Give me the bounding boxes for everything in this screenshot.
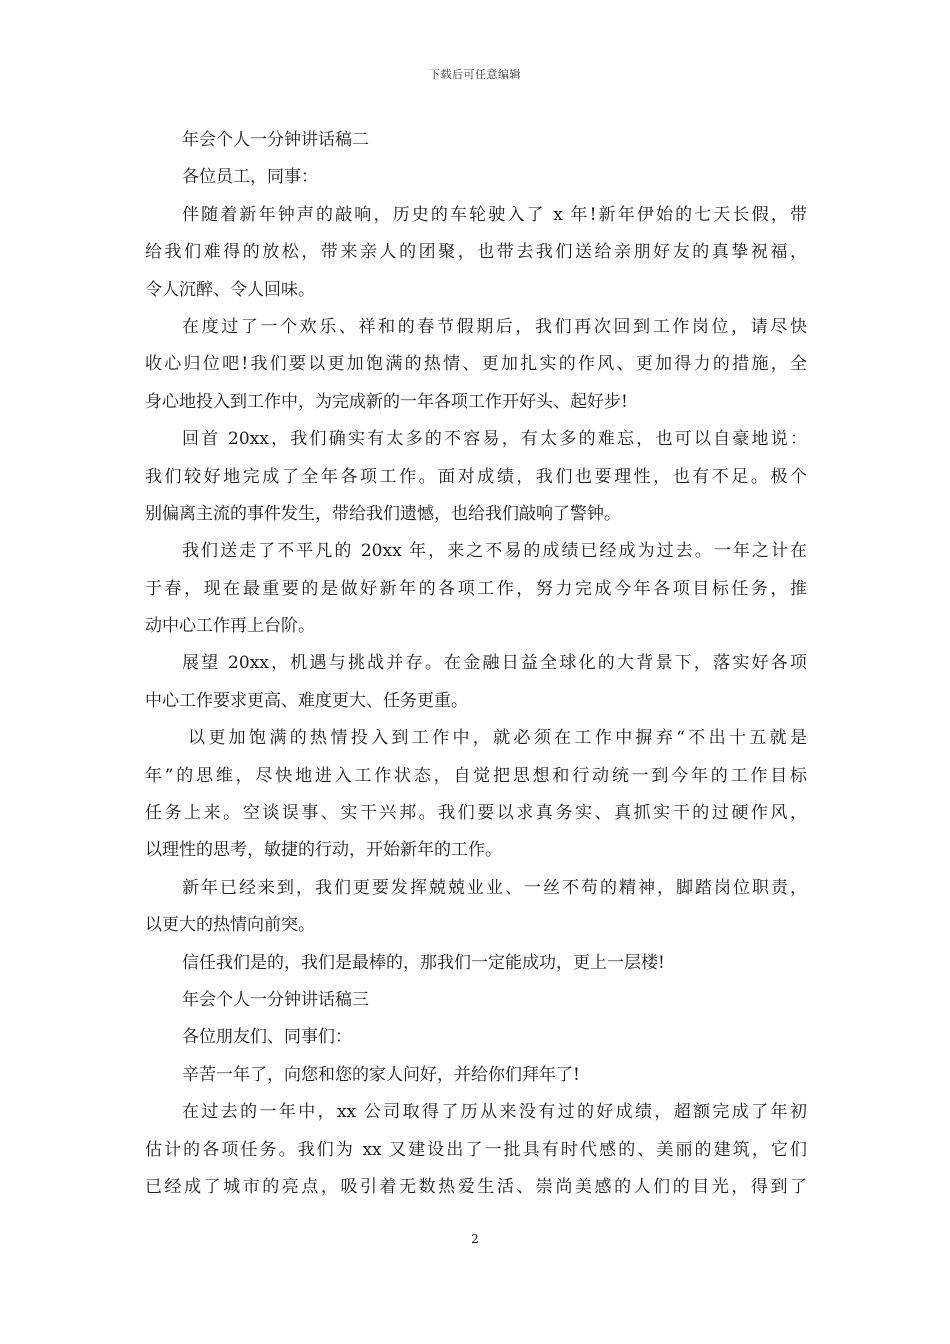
text-line: 新年已经来到，我们更要发挥兢兢业业、一丝不苟的精神，脚踏岗位职责，: [182, 877, 807, 898]
text-line: 年会个人一分钟讲话稿三: [182, 989, 369, 1010]
text-line: 收心归位吧!我们要以更加饱满的热情、更加扎实的作风、更加得力的措施，全: [145, 354, 807, 375]
text-line: 于春，现在最重要的是做好新年的各项工作，努力完成今年各项目标任务，推: [145, 578, 807, 599]
text-line: 中心工作要求更高、难度更大、任务更重。: [145, 690, 468, 711]
text-line: 辛苦一年了，向您和您的家人问好，并给你们拜年了!: [182, 1064, 580, 1085]
text-line: 年”的思维，尽快地进入工作状态，自觉把思想和行动统一到今年的工作目标: [145, 765, 807, 786]
text-line: 信任我们是的，我们是最棒的，那我们一定能成功，更上一层楼!: [182, 952, 665, 973]
page-number: 2: [471, 1232, 479, 1246]
text-line: 我们送走了不平凡的 20xx 年，来之不易的成绩已经成为过去。一年之计在: [182, 541, 807, 562]
text-line: 我们较好地完成了全年各项工作。面对成绩，我们也要理性，也有不足。极个: [145, 466, 807, 487]
text-line: 动中心工作再上台阶。: [145, 616, 315, 637]
text-line: 伴随着新年钟声的敲响，历史的车轮驶入了 x 年!新年伊始的七天长假，带: [182, 204, 807, 225]
text-line: 以理性的思考，敏捷的行动，开始新年的工作。: [145, 840, 502, 861]
text-line: 各位朋友们、同事们：: [182, 1027, 352, 1048]
text-line: 年会个人一分钟讲话稿二: [182, 130, 369, 150]
page-header: 下载后可任意编辑: [429, 68, 521, 81]
text-line: 别偏离主流的事件发生，带给我们遗憾，也给我们敲响了警钟。: [145, 503, 621, 524]
text-line: 已经成了城市的亮点，吸引着无数热爱生活、崇尚美感的人们的目光，得到了: [145, 1176, 807, 1197]
text-line: 展望 20xx，机遇与挑战并存。在金融日益全球化的大背景下，落实好各项: [182, 653, 807, 674]
text-line: 回首 20xx，我们确实有太多的不容易，有太多的难忘，也可以自豪地说：: [182, 429, 807, 450]
text-line: 令人沉醉、令人回味。: [145, 279, 315, 300]
text-line: 任务上来。空谈误事、实干兴邦。我们要以求真务实、真抓实干的过硬作风，: [145, 803, 807, 824]
document-body: [145, 122, 807, 1206]
text-line: 在度过了一个欢乐、祥和的春节假期后，我们再次回到工作岗位，请尽快: [182, 316, 807, 337]
text-line: 身心地投入到工作中，为完成新的一年各项工作开好头、起好步!: [145, 391, 628, 412]
text-line: 给我们难得的放松，带来亲人的团聚，也带去我们送给亲朋好友的真挚祝福，: [145, 242, 807, 263]
text-line: 以更加饱满的热情投入到工作中，就必须在工作中摒弃“不出十五就是: [188, 728, 807, 749]
text-line: 估计的各项任务。我们为 xx 又建设出了一批具有时代感的、美丽的建筑，它们: [145, 1139, 807, 1160]
text-line: 各位员工，同事：: [182, 167, 318, 188]
text-line: 以更大的热情向前突。: [145, 915, 315, 936]
text-line: 在过去的一年中，xx 公司取得了历从来没有过的好成绩，超额完成了年初: [182, 1102, 807, 1123]
